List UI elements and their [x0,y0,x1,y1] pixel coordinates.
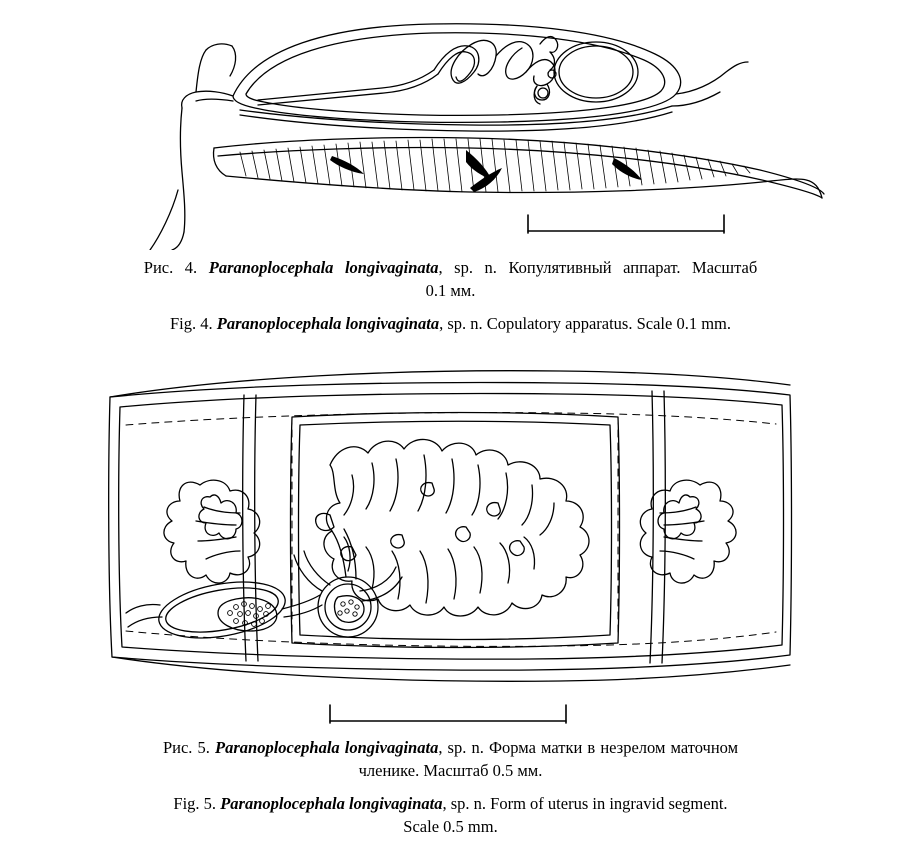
figure-4-caption-ru [0,256,901,303]
figure-4-rank-ru: , sp. n. [438,258,497,277]
figure-4-block [0,0,901,345]
figure-4-species-ru: Paranoplocephala longivaginata [208,258,439,277]
figure-5-caption-en-text2: Scale 0.5 mm. [403,817,498,837]
figure-4-species-en: Paranoplocephala longivaginata [216,313,440,333]
figure-5-svg [0,355,901,730]
figure-5-species-ru: Paranoplocephala longivaginata [215,738,439,757]
figure-4-drawing [0,0,901,250]
figure-5-caption-ru-text2: членике. Масштаб 0.5 мм. [358,761,543,781]
figure-5-caption-en [0,792,901,839]
figure-5-block [0,355,901,850]
figure-5-number-en: Fig. 5. [173,793,217,813]
figure-4-number-ru: Рис. 4. [143,258,198,277]
figure-4-caption-en-text1: Copulatory apparatus. Scale 0.1 mm. [486,313,731,333]
figure-4-caption-ru-text2: 0.1 мм. [425,281,476,301]
figure-4-svg [0,0,901,250]
figure-5-drawing [0,355,901,730]
figure-4-number-en: Fig. 4. [170,313,213,333]
figure-5-caption-ru-text1: Форма матки в незрелом маточном [488,738,739,757]
figure-4-rank-en: , sp. n. [439,313,483,333]
figure-5-rank-ru: , sp. n. [438,738,484,757]
figure-5-number-ru: Рис. 5. [162,738,210,757]
figure-5-rank-en: , sp. n. [442,793,487,813]
figure-4-caption-ru-text1: Копулятивный аппарат. Масштаб [508,258,758,277]
figure-5-species-en: Paranoplocephala longivaginata [220,793,443,813]
figure-5-caption-ru [0,736,901,783]
figure-5-caption-en-text1: Form of uterus in ingravid segment. [490,793,728,813]
figure-4-caption-en [0,312,901,335]
